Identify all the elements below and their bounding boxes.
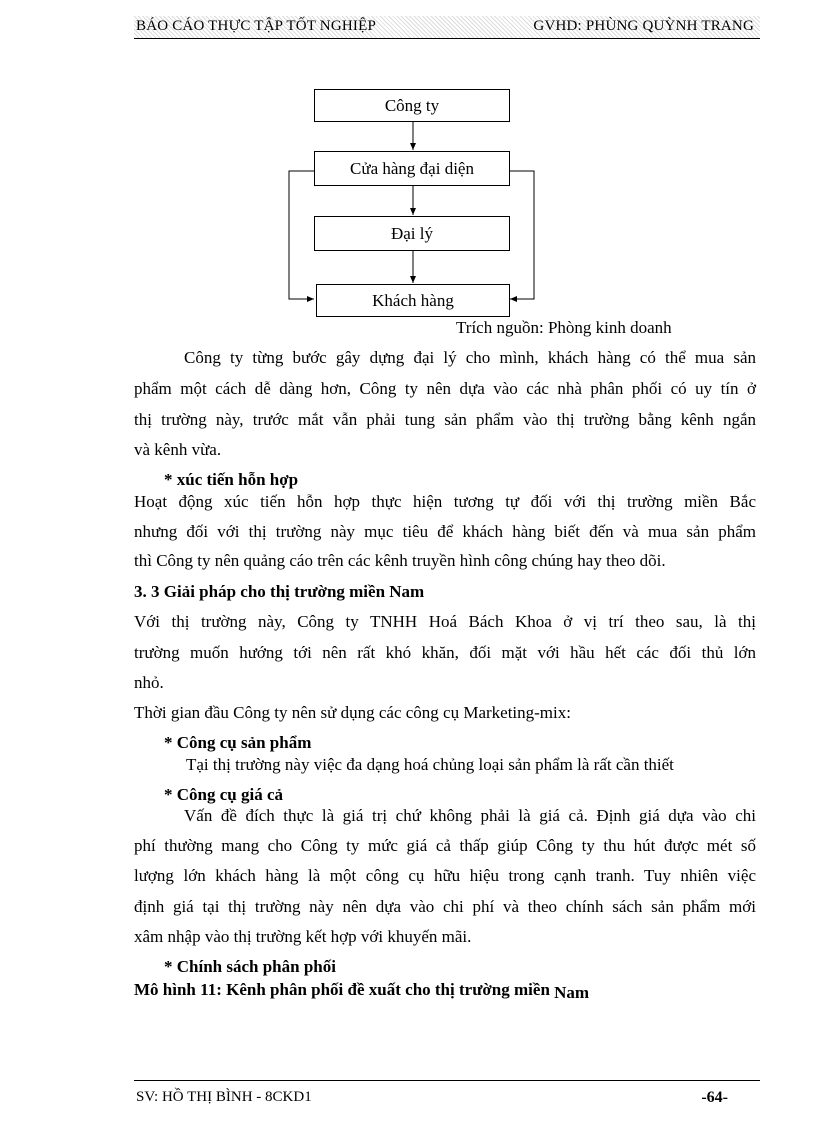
model-heading-tail: Nam (554, 983, 590, 1002)
para1-line1: Công ty từng bước gây dựng đại lý cho mình, khách hàng có thể mua sản (184, 348, 756, 367)
para2-line2: nhưng đối với thị trường này mục tiêu để khách hàng biết đến và mua sản phẩm (134, 522, 756, 541)
para1-line4: và kênh vừa. (134, 440, 222, 459)
para1-line2: phẩm một cách dễ dàng hơn, Công ty nên dựa vào các nhà phân phối có uy tín ở (134, 379, 756, 398)
node-agent: Đại lý (314, 216, 510, 251)
distribution-heading: * Chính sách phân phối (164, 957, 336, 976)
promo-heading: * xúc tiến hỗn hợp (164, 470, 299, 489)
footer-student: SV: HỒ THỊ BÌNH - 8CKD1 (136, 1089, 312, 1105)
para3-line2: trường muốn hướng tới nên rất khó khăn, đối mặt với hầu hết các đối thủ lớn (134, 643, 756, 662)
para1-line3: thị trường này, trước mắt vẫn phải tung sản phẩm vào thị trường bằng kênh ngắn (134, 410, 756, 429)
product-heading: * Công cụ sản phẩm (164, 733, 312, 752)
para5-line3: lượng lớn khách hàng là một công cụ hữu hiệu trong cạnh tranh. Tuy nhiên việc (134, 866, 756, 885)
diagram-source: Trích nguồn: Phòng kinh doanh (456, 318, 672, 337)
header-advisor: GVHD: PHÙNG QUỲNH TRANG (533, 18, 754, 34)
para5-line4: định giá tại thị trường này nên dựa vào chi phí và theo chính sách sản phẩm mới (134, 897, 756, 916)
section-heading: 3. 3 Giải pháp cho thị trường miền Nam (134, 582, 425, 601)
arrow-left-bypass (289, 171, 314, 299)
node-customer: Khách hàng (316, 284, 510, 317)
price-heading: * Công cụ giá cả (164, 785, 283, 804)
header-report-title: BÁO CÁO THỰC TẬP TỐT NGHIỆP (136, 18, 376, 34)
para5-line2: phí thường mang cho Công ty mức giá cả thấp giúp Công ty thu hút được mét số (134, 836, 756, 855)
para5-line5: xâm nhập vào thị trường kết hợp với khuyến mãi. (134, 927, 472, 946)
para2-line3: thì Công ty nên quảng cáo trên các kênh truyền hình công chúng hay theo dõi. (134, 551, 666, 570)
page-footer (134, 1080, 760, 1106)
product-text: Tại thị trường này việc đa dạng hoá chủng loại sản phẩm là rất cần thiết (186, 755, 674, 774)
node-company: Công ty (314, 89, 510, 122)
para3-line3: nhỏ. (134, 673, 164, 692)
para5-line1: Vấn đề đích thực là giá trị chứ không phải là giá cả. Định giá dựa vào chi (184, 806, 756, 825)
node-representative-store: Cửa hàng đại diện (314, 151, 510, 186)
page-number: -64- (701, 1089, 728, 1106)
para4: Thời gian đầu Công ty nên sử dụng các công cụ Marketing-mix: (134, 703, 571, 722)
model-heading (134, 980, 589, 1000)
model-heading-text: Mô hình 11: Kênh phân phối đề xuất cho thị trường miền (134, 980, 550, 999)
para2-line1: Hoạt động xúc tiến hỗn hợp thực hiện tương tự đối với thị trường miền Bắc (134, 492, 756, 511)
arrow-right-bypass (510, 171, 534, 299)
para3-line1: Với thị trường này, Công ty TNHH Hoá Bách Khoa ở vị trí theo sau, là thị (134, 612, 756, 631)
